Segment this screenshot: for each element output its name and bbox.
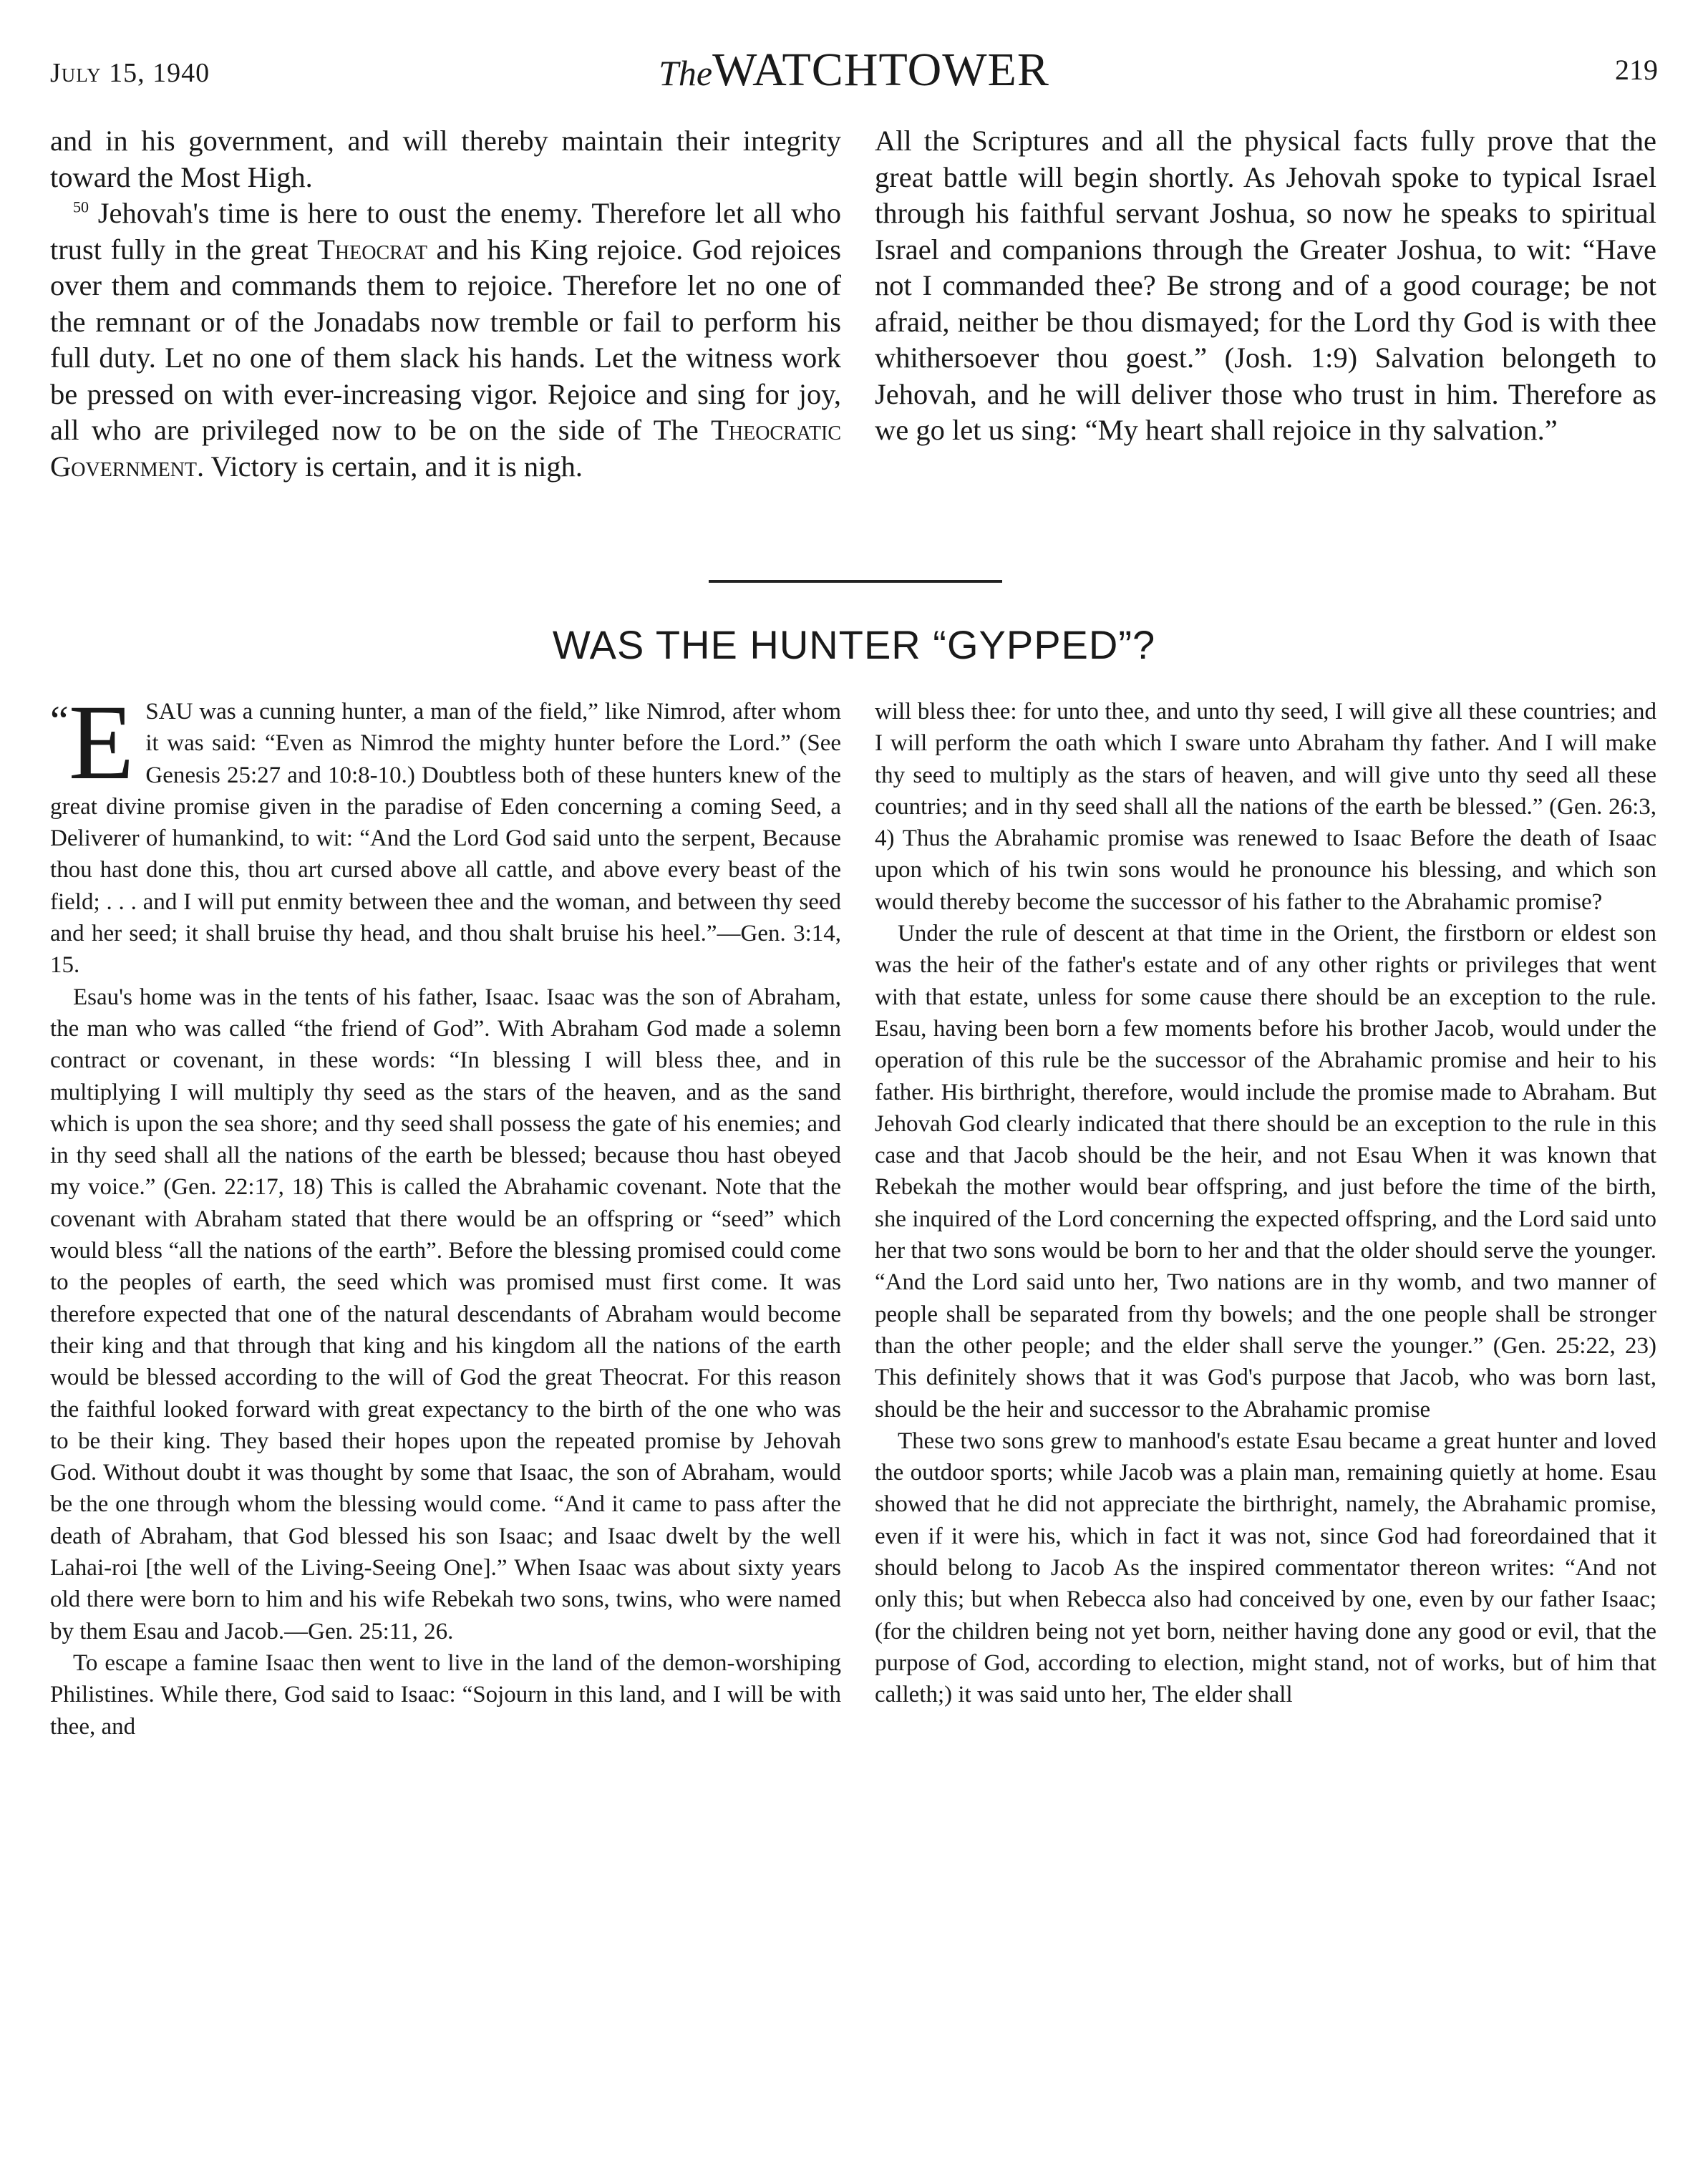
paragraph: Under the rule of descent at that time in the Orient, the firstborn or eldest son was the heir of the father's estate and of any other rights or privileges that went with that estate, unless for some cause there should be an exception to the rule. Esau, having been born a few moments before his brother Jacob, would under the operation of this rule be the successor of the Abrahamic promise and heir to his father. His birthright, therefore, would include the promise made to Abraham. But Jehovah God clearly indicated that there should be an exception to the rule in this case and that Jacob should be the heir, and not Esau When it was known that Rebekah the mother would bear offspring, and just before the time of the birth, she inquired of the Lord concerning the expected offspring, and the Lord said unto her that two sons would be born to her and that the older should serve the younger. “And the Lord said unto her, Two nations are in thy womb, and two manner of people shall be separated from thy bowels; and the one people shall be stronger than the other people; and the elder shall serve the younger.” (Gen. 25:22, 23) This definitely shows that it was God's purpose that Jacob, who was born last, should be the heir and successor to the Abrahamic promise	[875, 921, 1656, 1423]
article-left-column	[50, 683, 841, 1743]
running-head	[50, 29, 1658, 107]
article-title: WAS THE HUNTER “GYPPED”?	[552, 622, 1156, 667]
magazine-title	[50, 43, 1658, 97]
paragraph-text: Jehovah's time is here to oust the enemy. Therefore let all who trust fully in the great	[50, 197, 841, 266]
paragraph-number: 50	[73, 198, 89, 216]
paragraph: will bless thee: for unto thee, and unto thy seed, I will give all these countries; and I will perform the oath which I sware unto Abraham thy father. And I will make thy seed to multiply as the stars of heaven, and will give unto thy seed all these countries; and in thy seed shall all the nations of the earth be blessed.” (Gen. 26:3, 4) Thus the Abrahamic promise was renewed to Isaac Before the death of Isaac upon which of his twin sons would he pronounce his blessing, and which son would thereby become the successor of his father to the Abrahamic promise?	[875, 699, 1656, 915]
magazine-title-prefix: The	[659, 53, 713, 93]
small-caps-text: Theocratic Government	[50, 414, 841, 483]
paragraph-50	[50, 195, 841, 485]
issue-date: July 15, 1940	[50, 58, 210, 88]
paragraph: All the Scriptures and all the physical facts fully prove that the great battle will begin shortly. As Jehovah spoke to typical Israel through his faithful servant Joshua, so now he speaks to spiritual Israel and companions through the Greater Joshua, to wit: “Have not I commanded thee? Be strong and of a good courage; be not afraid, neither be thou dismayed; for the Lord thy God is with thee whithersoever thou goest.” (Josh. 1:9) Salvation belongeth to Jehovah, and he will deliver those who trust in him. Therefore as we go let us sing: “My heart shall rejoice in thy salvation.”	[875, 125, 1656, 446]
paragraph: These two sons grew to manhood's estate Esau became a great hunter and loved the outdoor sports; while Jacob was a plain man, remaining quietly at home. Esau showed that he did not appreciate the birthright, namely, the Abrahamic promise, even if it were his, which in fact it was not, since God had foreordained that it should belong to Jacob As the inspired commentator thereon writes: “And not only this; but when Rebecca also had conceived by one, even by our father Isaac; (for the children being not yet born, neither having done any good or evil, that the purpose of God, according to election, might stand, not of works, but of him that calleth;) it was said unto her, The elder shall	[875, 1428, 1656, 1708]
top-right-column	[875, 123, 1656, 449]
paragraph-text: SAU was a cunning hunter, a man of the field,” like Nimrod, after whom it was said: “Even as Nimrod the mighty hunter before the Lord.” (See Genesis 25:27 and 10:8-10.) Doubtless both of these hunters knew of the great divine promise given in the paradise of Eden concerning a coming Seed, a Deliverer of humankind, to wit: “And the Lord God said unto the serpent, Because thou hast done this, thou art cursed above all cattle, and above every beast of the field; . . . and I will put enmity between thee and the woman, and between thy seed and her seed; it shall bruise thy head, and thou shalt bruise his heel.”—Gen. 3:14, 15.	[50, 699, 841, 979]
drop-cap-letter: E	[68, 683, 135, 802]
section-divider	[709, 580, 1002, 583]
paragraph: and in his government, and will thereby maintain their integrity toward the Most High.	[50, 125, 841, 193]
drop-cap	[50, 683, 135, 802]
paragraph: To escape a famine Isaac then went to live in the land of the demon-worshiping Philistines. While there, God said to Isaac: “Sojourn in this land, and I will be with thee, and	[50, 1649, 841, 1740]
article-right-column	[875, 696, 1656, 1711]
paragraph-text: . Victory is certain, and it is nigh.	[197, 450, 583, 483]
opening-paragraph	[50, 683, 841, 982]
page-number: 219	[1615, 54, 1658, 86]
drop-cap-quote: “	[50, 697, 69, 744]
paragraph-text: and his King rejoice. God rejoices over them and commands them to rejoice. Therefore let no one of the remnant or of the Jonadabs now tremble or fail to perform his full duty. Let no one of them slack his hands. Let the witness work be pressed on with ever-increasing vigor. Rejoice and sing for joy, all who are privileged now to be on the side of The	[50, 233, 841, 446]
top-left-column	[50, 123, 841, 485]
magazine-title-main: WATCHTOWER	[712, 44, 1049, 96]
small-caps-text: Theocrat	[317, 233, 428, 266]
paragraph: Esau's home was in the tents of his father, Isaac. Isaac was the son of Abraham, the man who was called “the friend of God”. With Abraham God made a solemn contract or covenant, in these words: “In blessing I will bless thee, and in multiplying I will multiply thy seed as the stars of the heaven, and as the sand which is upon the sea shore; and thy seed shall possess the gate of his enemies; and in thy seed shall all the nations of the earth be blessed; because thou hast obeyed my voice.” (Gen. 22:17, 18) This is called the Abrahamic covenant. Note that the covenant with Abraham stated that there would be an offspring or “seed” which would bless “all the nations of the earth”. Before the blessing promised could come to the peoples of earth, the seed which was promised must first come. It was therefore expected that one of the natural descendants of Abraham would become their king and that through that king and his kingdom all the nations of the earth would be blessed according to the will of God the great Theocrat. For this reason the faithful looked forward with great expectancy to the birth of the one who was to be their king. They based their hopes upon the repeated promise by Jehovah God. Without doubt it was thought by some that Isaac, the son of Abraham, would be the one through whom the blessing would come. “And it came to pass after the death of Abraham, that God blessed his son Isaac; and Isaac dwelt by the well Lahai-roi [the well of the Living-Seeing One].” When Isaac was about sixty years old there were born to him and his wife Rebekah two sons, twins, who were named by them Esau and Jacob.—Gen. 25:11, 26.	[50, 984, 841, 1644]
